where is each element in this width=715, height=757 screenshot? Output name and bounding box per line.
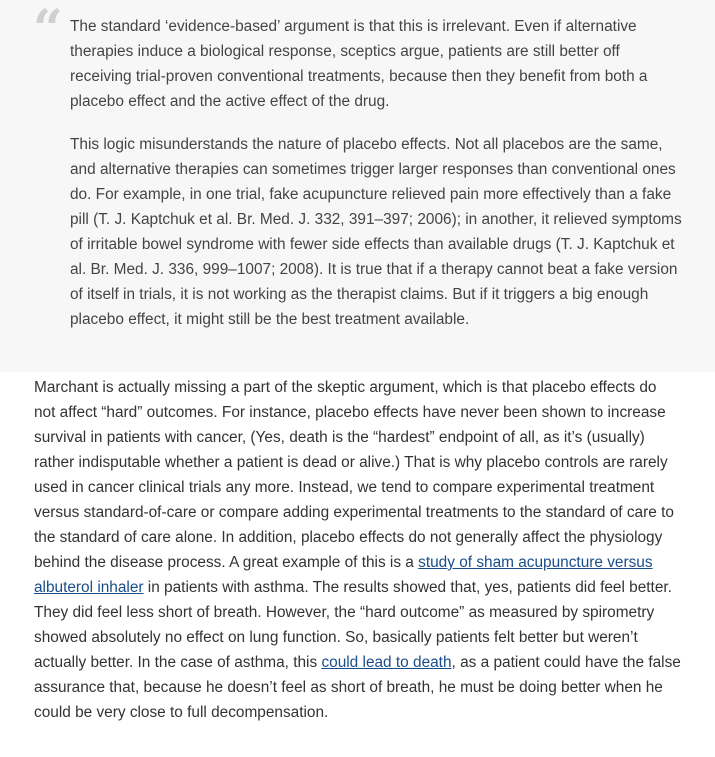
body-text-part-2: in patients with asthma. The results showed that, yes, patients did feel better. They did feel less short of breath. However, the “hard outcome” as measured by spirometry showed absolutely no effect on lung function. So, basically patients felt better but weren’t actually better. In the case of asthma, this [34,579,672,671]
body-paragraph [34,375,682,725]
could-lead-to-death-link[interactable]: could lead to death [321,654,452,671]
sham-acupuncture-study-link[interactable]: study of sham acupuncture versus albuterol inhaler [34,554,653,596]
quote-mark-icon: “ [33,0,63,60]
blockquote-paragraph-1: The standard ‘evidence-based’ argument is that this is irrelevant. Even if alternative therapies induce a biological response, sceptics argue, patients are still better off receiving trial-proven conventional treatments, because then they benefit from both a placebo effect and the active effect of the drug. [70,18,648,110]
blockquote-paragraph-2: This logic misunderstands the nature of placebo effects. Not all placebos are the same, and alternative therapies can sometimes trigger larger responses than conventional ones do. For example, in one trial, fake acupuncture relieved pain more effectively than a fake pill (T. J. Kaptchuk et al. Br. Med. J. 332, 391–397; 2006); in another, it relieved symptoms of irritable bowel syndrome with fewer side effects than available drugs (T. J. Kaptchuk et al. Br. Med. J. 336, 999–1007; 2008). It is true that if a therapy cannot beat a fake version of itself in trials, it is not working as the therapist claims. But if it triggers a big enough placebo effect, it might still be the best treatment available. [70,136,682,328]
blockquote [0,0,715,372]
body-text-part-3: , as a patient could have the false assurance that, because he doesn’t feel as short of breath, he must be doing better when he could be very close to full decompensation. [34,654,681,721]
article-body [34,375,682,725]
body-text-part-1: Marchant is actually missing a part of the skeptic argument, which is that placebo effects do not affect “hard” outcomes. For instance, placebo effects have never been shown to increase survival in patients with cancer, (Yes, death is the “hardest” endpoint of all, as it’s (usually) rather indisputable whether a patient is dead or alive.) That is why placebo controls are rarely used in cancer clinical trials any more. Instead, we tend to compare experimental treatment versus standard-of-care or compare adding experimental treatments to the standard of care to the standard of care alone. In addition, placebo effects do not generally affect the physiology behind the disease process. A great example of this is a [34,379,674,571]
blockquote-text [70,14,682,350]
